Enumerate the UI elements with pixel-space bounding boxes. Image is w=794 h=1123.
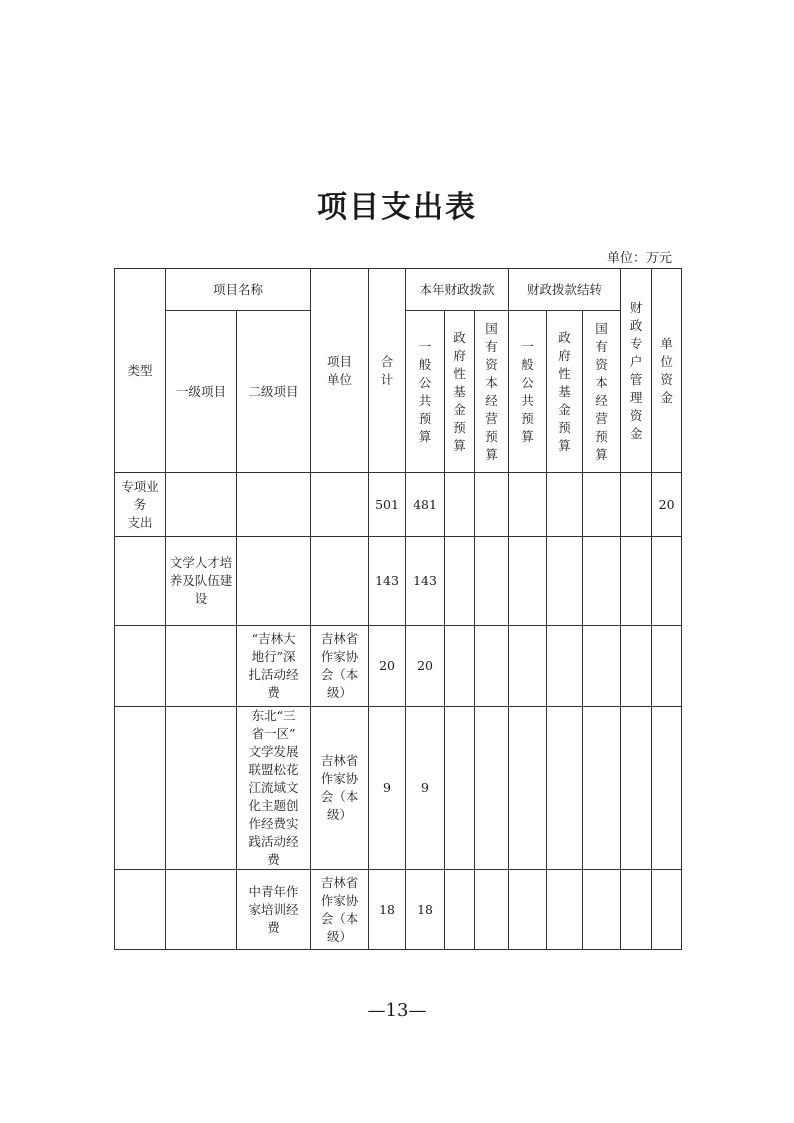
header-carry-general-budget-text: 一 般 公 共 预 算 [521, 338, 534, 444]
cell-type [115, 626, 166, 707]
cell-level2-text: 东北“三 省一区” 文学发展 联盟松花 江流域文 化主题创 作经费实 践活动经 费 [248, 708, 299, 867]
cell-total: 501 [369, 473, 406, 537]
header-level1: 一级项目 [166, 311, 237, 473]
header-unit-funds [652, 269, 682, 473]
cell-state-capital [475, 707, 509, 870]
cell-type [115, 537, 166, 626]
header-carry-general-budget [509, 311, 547, 473]
cell-unit [311, 870, 369, 950]
header-level2: 二级项目 [237, 311, 311, 473]
cell-type [115, 707, 166, 870]
cell-level2 [237, 626, 311, 707]
cell-level1 [166, 473, 237, 537]
cell-total: 20 [369, 626, 406, 707]
header-type: 类型 [115, 269, 166, 473]
cell-general: 481 [406, 473, 445, 537]
cell-carry-general [509, 537, 547, 626]
header-project-name: 项目名称 [166, 269, 311, 311]
header-total-text: 合 计 [380, 353, 394, 387]
table-row [115, 626, 682, 707]
cell-general: 9 [406, 707, 445, 870]
cell-total: 9 [369, 707, 406, 870]
header-total [369, 269, 406, 473]
cell-state-capital [475, 537, 509, 626]
cell-unit-funds [652, 537, 682, 626]
cell-unit-text: 吉林省 作家协 会（本 级） [320, 753, 359, 822]
cell-total: 18 [369, 870, 406, 950]
cell-carry-gov-fund [547, 473, 583, 537]
header-carry-gov-fund-budget-text: 政 府 性 基 金 预 算 [558, 329, 571, 453]
cell-level2 [237, 870, 311, 950]
cell-level1-text: 文学人才培 养及队伍建 设 [169, 555, 233, 606]
cell-unit-funds [652, 707, 682, 870]
cell-gov-fund [445, 870, 475, 950]
cell-carry-gov-fund [547, 707, 583, 870]
table-row [115, 870, 682, 950]
header-carryover-funds: 财政拨款结转 [509, 269, 621, 311]
cell-carry-state-capital [583, 473, 621, 537]
cell-carry-general [509, 626, 547, 707]
project-expenditure-table [114, 268, 682, 950]
cell-special [621, 870, 652, 950]
cell-special [621, 473, 652, 537]
cell-level1 [166, 870, 237, 950]
cell-level2 [237, 473, 311, 537]
table-row [115, 537, 682, 626]
cell-gov-fund [445, 473, 475, 537]
cell-level2 [237, 537, 311, 626]
cell-carry-state-capital [583, 537, 621, 626]
header-special-account [621, 269, 652, 473]
table-row [115, 473, 682, 537]
cell-carry-state-capital [583, 870, 621, 950]
cell-unit [311, 626, 369, 707]
cell-general: 18 [406, 870, 445, 950]
cell-level2-text: “吉林大 地行”深 扎活动经 费 [248, 631, 299, 700]
cell-special [621, 537, 652, 626]
header-gov-fund-budget-text: 政 府 性 基 金 预 算 [453, 329, 466, 453]
cell-level2 [237, 707, 311, 870]
cell-state-capital [475, 870, 509, 950]
header-current-funds: 本年财政拨款 [406, 269, 509, 311]
cell-gov-fund [445, 537, 475, 626]
cell-carry-general [509, 870, 547, 950]
cell-carry-general [509, 473, 547, 537]
header-state-capital-budget [475, 311, 509, 473]
header-state-capital-budget-text: 国 有 资 本 经 营 预 算 [485, 320, 498, 462]
page-title: 项目支出表 [317, 190, 477, 225]
cell-level2-text: 中青年作 家培训经 费 [248, 883, 299, 935]
cell-level1 [166, 707, 237, 870]
header-project-unit-text: 项目 单位 [327, 353, 353, 387]
cell-type [115, 473, 166, 537]
cell-unit-funds [652, 870, 682, 950]
cell-unit-text: 吉林省 作家协 会（本 级） [320, 874, 359, 944]
cell-state-capital [475, 473, 509, 537]
cell-type [115, 870, 166, 950]
header-carry-gov-fund-budget [547, 311, 583, 473]
header-gov-fund-budget [445, 311, 475, 473]
cell-carry-state-capital [583, 707, 621, 870]
header-special-account-text: 财 政 专 户 管 理 资 金 [629, 299, 643, 441]
cell-carry-gov-fund [547, 537, 583, 626]
cell-carry-gov-fund [547, 626, 583, 707]
table-row [115, 707, 682, 870]
cell-special [621, 626, 652, 707]
header-project-unit [311, 269, 369, 473]
page-number: —13— [367, 1000, 427, 1021]
cell-state-capital [475, 626, 509, 707]
header-carry-state-capital-budget [583, 311, 621, 473]
cell-carry-general [509, 707, 547, 870]
cell-unit [311, 537, 369, 626]
cell-unit [311, 707, 369, 870]
cell-unit-funds: 20 [652, 473, 682, 537]
cell-unit [311, 473, 369, 537]
header-carry-state-capital-budget-text: 国 有 资 本 经 营 预 算 [595, 320, 608, 462]
cell-general: 20 [406, 626, 445, 707]
cell-gov-fund [445, 707, 475, 870]
cell-unit-funds [652, 626, 682, 707]
cell-general: 143 [406, 537, 445, 626]
cell-carry-state-capital [583, 626, 621, 707]
cell-level1 [166, 537, 237, 626]
cell-carry-gov-fund [547, 870, 583, 950]
cell-gov-fund [445, 626, 475, 707]
header-general-budget [406, 311, 445, 473]
cell-unit-text: 吉林省 作家协 会（本 级） [320, 631, 359, 700]
header-unit-funds-text: 单 位 资 金 [660, 335, 673, 405]
cell-special [621, 707, 652, 870]
cell-total: 143 [369, 537, 406, 626]
cell-level1 [166, 626, 237, 707]
header-general-budget-text: 一 般 公 共 预 算 [418, 338, 432, 444]
unit-label: 单位：万元 [606, 251, 672, 266]
cell-type-text: 专项业务 支出 [121, 478, 159, 530]
